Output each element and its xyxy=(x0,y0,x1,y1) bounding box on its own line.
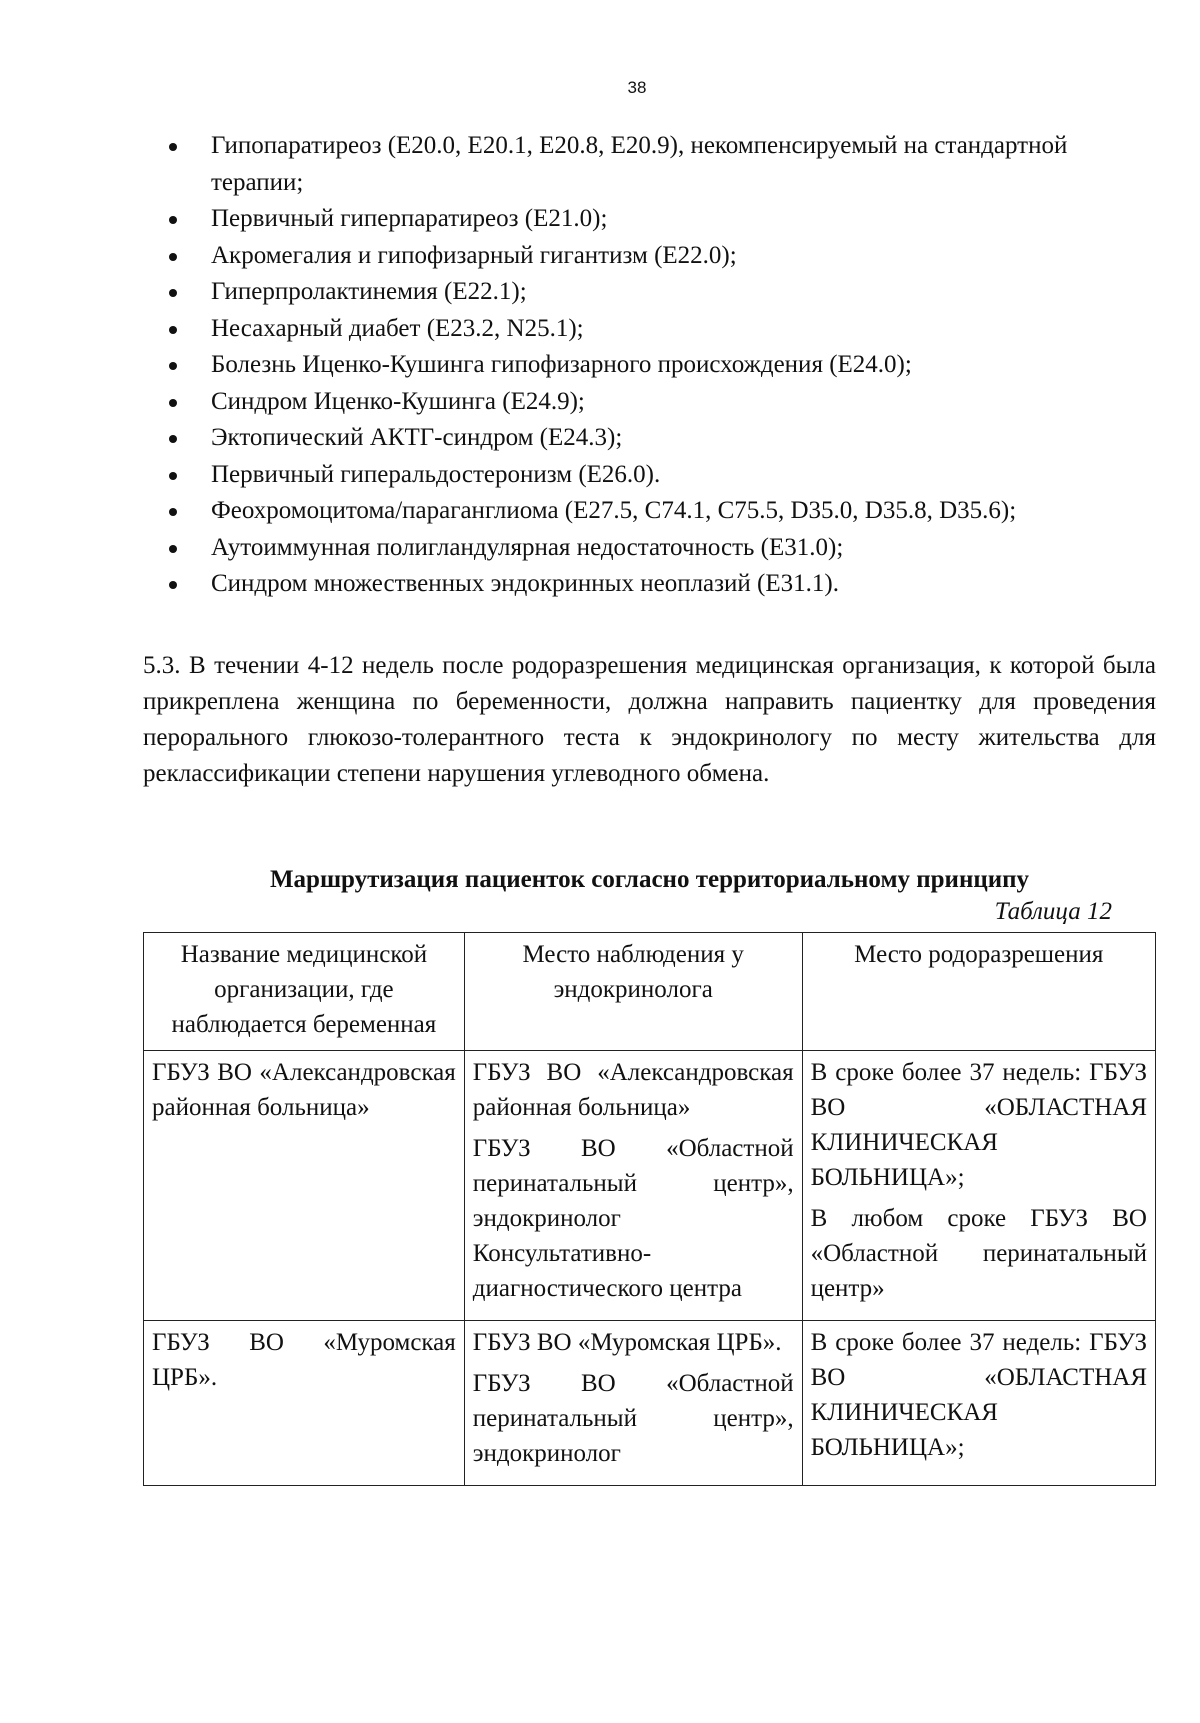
list-item xyxy=(163,457,1123,494)
bullet-icon xyxy=(169,362,177,370)
bullet-icon xyxy=(169,326,177,334)
list-item-text: Синдром множественных эндокринных неоплазий (E31.1). xyxy=(211,570,839,597)
list-item xyxy=(163,201,1123,238)
routing-table xyxy=(143,932,1156,1486)
list-item-text: Гипопаратиреоз (E20.0, E20.1, E20.8, E20.9), некомпенсируемый на стандартной терапии; xyxy=(211,132,1068,196)
cell-text: В любом сроке ГБУЗ ВО «Областной перинатальный центр» xyxy=(810,1205,1147,1302)
table-label: Таблица 12 xyxy=(994,898,1112,925)
bullet-icon xyxy=(169,435,177,443)
list-item xyxy=(163,420,1123,457)
column-header-delivery: Место родоразрешения xyxy=(802,933,1155,1051)
table-heading: Маршрутизация пациенток согласно территориальному принципу xyxy=(269,866,1030,893)
list-item xyxy=(163,311,1123,348)
table-row xyxy=(144,1321,1156,1486)
cell-text: ГБУЗ ВО «Областной перинатальный центр», эндокринолог xyxy=(472,1370,794,1467)
cell-endocrinologist xyxy=(464,1321,802,1486)
bullet-icon xyxy=(169,472,177,480)
bullet-icon xyxy=(169,216,177,224)
list-item-text: Первичный гиперальдостеронизм (E26.0). xyxy=(211,460,661,488)
list-item xyxy=(163,384,1123,421)
list-item xyxy=(163,493,1123,530)
list-item-text: Акромегалия и гипофизарный гигантизм (E22.0); xyxy=(211,241,737,269)
list-item xyxy=(163,128,1123,201)
table-row xyxy=(144,1051,1156,1321)
column-header-organization: Название медицинской организации, где наблюдается беременная xyxy=(144,933,465,1051)
cell-text: ГБУЗ ВО «Областной перинатальный центр», эндокринолог Консультативно-диагностического центра xyxy=(472,1135,794,1302)
cell-delivery xyxy=(802,1321,1155,1486)
diagnosis-list xyxy=(163,128,1123,603)
list-item xyxy=(163,274,1123,311)
bullet-icon xyxy=(169,143,177,151)
list-item xyxy=(163,347,1123,384)
list-item-text: Феохромоцитома/параганглиома (E27.5, C74.1, C75.5, D35.0, D35.8, D35.6); xyxy=(211,497,1017,524)
list-item-text: Первичный гиперпаратиреоз (E21.0); xyxy=(211,205,608,232)
cell-delivery xyxy=(802,1051,1155,1321)
cell-organization xyxy=(144,1051,465,1321)
bullet-icon xyxy=(169,399,177,407)
cell-text: В сроке более 37 недель: ГБУЗ ВО «ОБЛАСТНАЯ КЛИНИЧЕСКАЯ БОЛЬНИЦА»; xyxy=(810,1059,1147,1191)
list-item-text: Гиперпролактинемия (E22.1); xyxy=(211,278,527,305)
bullet-icon xyxy=(169,253,177,261)
cell-text: ГБУЗ ВО «Муромская ЦРБ». xyxy=(472,1329,782,1356)
list-item-text: Синдром Иценко-Кушинга (E24.9); xyxy=(211,387,585,415)
list-item-text: Несахарный диабет (E23.2, N25.1); xyxy=(211,314,584,342)
cell-text: ГБУЗ ВО «Александровская районная больница» xyxy=(152,1059,456,1121)
cell-text: В сроке более 37 недель: ГБУЗ ВО «ОБЛАСТНАЯ КЛИНИЧЕСКАЯ БОЛЬНИЦА»; xyxy=(810,1329,1147,1461)
cell-endocrinologist xyxy=(464,1051,802,1321)
list-item-text: Болезнь Иценко-Кушинга гипофизарного происхождения (E24.0); xyxy=(211,351,912,378)
list-item-text: Эктопический АКТГ-синдром (E24.3); xyxy=(211,424,623,451)
cell-text: ГБУЗ ВО «Муромская ЦРБ». xyxy=(152,1329,456,1391)
list-item-text: Аутоиммунная полигландулярная недостаточность (E31.0); xyxy=(211,533,844,561)
paragraph-5-3: 5.3. В течении 4-12 недель после родоразрешения медицинская организация, к которой была прикреплена женщина по беременности, должна направить пациентку для проведения перорального глюкозо-толерантного теста к эндокринологу по месту жительства для реклассификации степени нарушения углеводного обмена. xyxy=(143,652,1156,787)
list-item xyxy=(163,238,1123,275)
cell-text: ГБУЗ ВО «Александровская районная больница» xyxy=(472,1059,794,1121)
cell-organization xyxy=(144,1321,465,1486)
list-item xyxy=(163,566,1123,603)
page-number: 38 xyxy=(627,78,647,97)
bullet-icon xyxy=(169,581,177,589)
column-header-endocrinologist: Место наблюдения у эндокринолога xyxy=(464,933,802,1051)
table-header-row xyxy=(144,933,1156,1051)
bullet-icon xyxy=(169,545,177,553)
bullet-icon xyxy=(169,289,177,297)
bullet-icon xyxy=(169,508,177,516)
list-item xyxy=(163,530,1123,567)
